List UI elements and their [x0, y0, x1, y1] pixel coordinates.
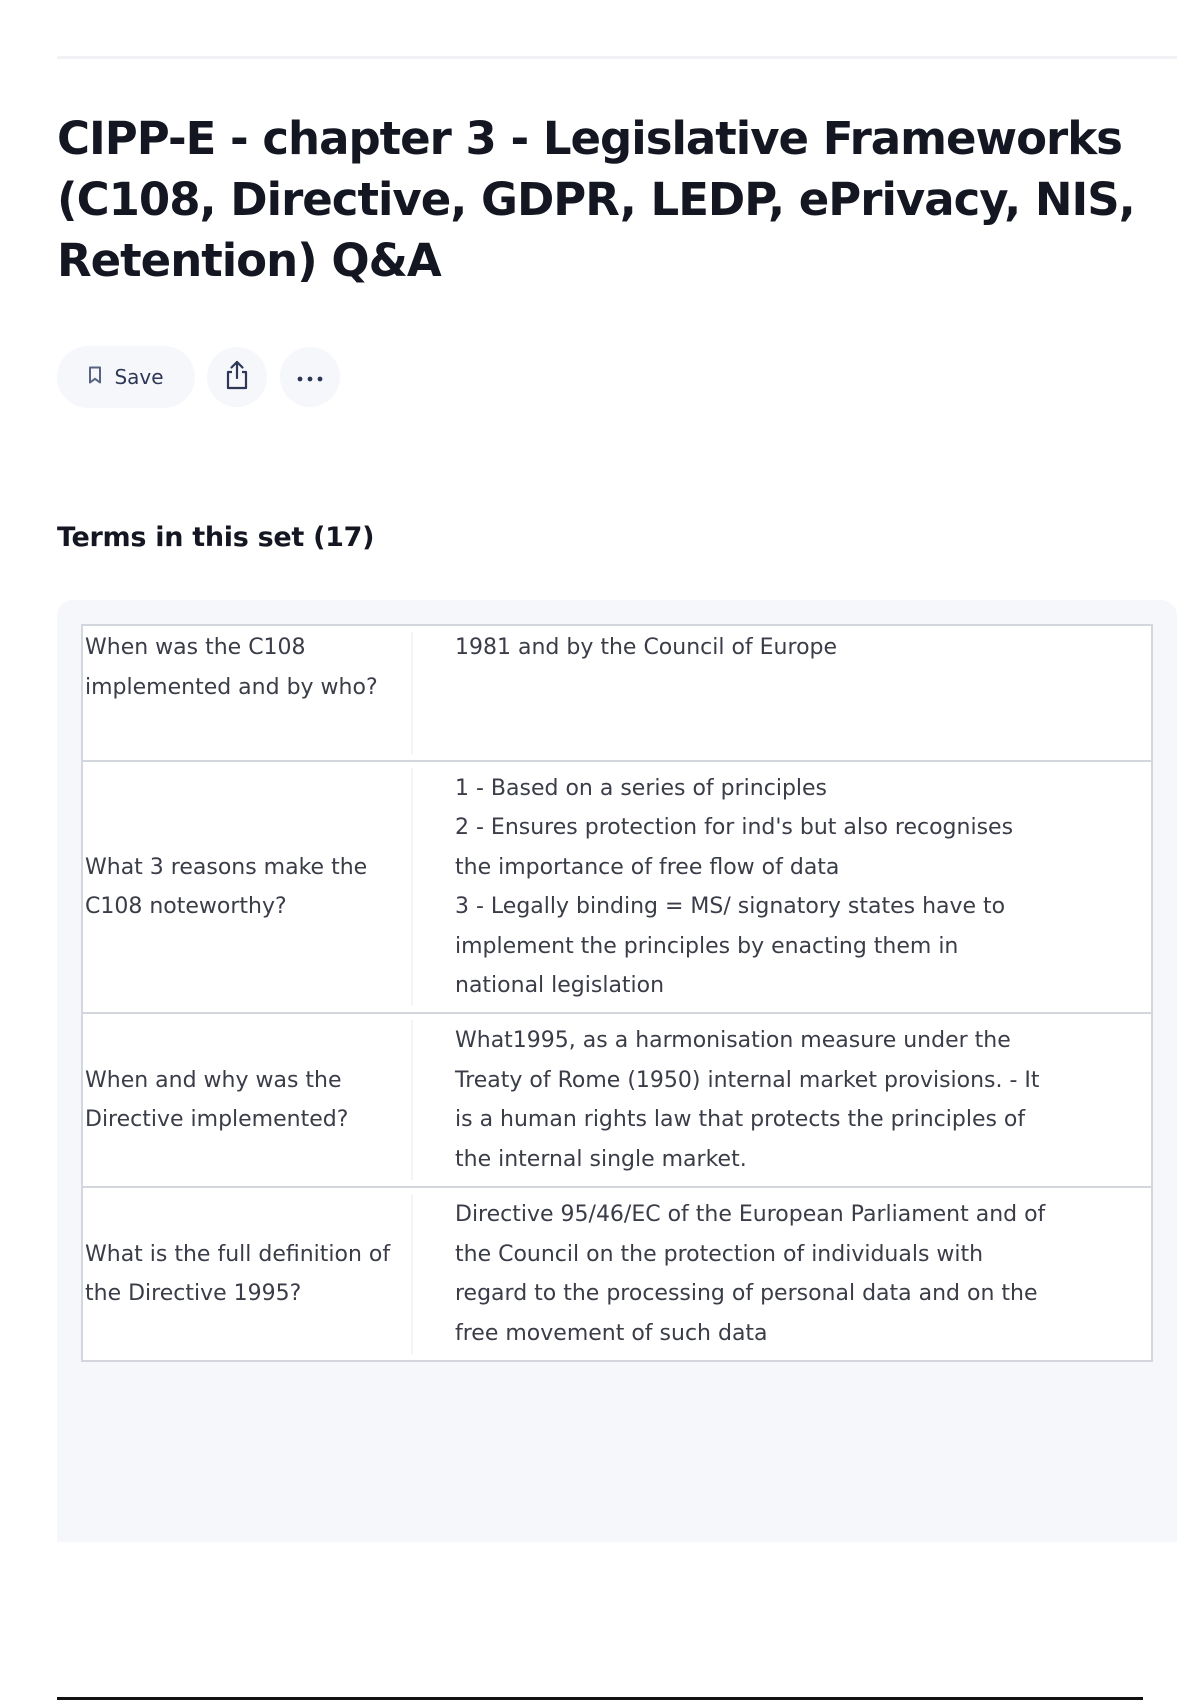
term-text: What 3 reasons make the C108 noteworthy?	[82, 761, 411, 1013]
page-title: CIPP-E - chapter 3 - Legislative Frameworks (C108, Directive, GDPR, LEDP, ePrivacy, NIS, Retention) Q&A	[57, 112, 1135, 287]
definition-line: What1995, as a harmonisation measure under the Treaty of Rome (1950) internal market provisions. - It is a human rights law that protects the principles of the internal single market.	[455, 1028, 1040, 1172]
terms-table	[81, 624, 1153, 1362]
definition-cell	[411, 1013, 1152, 1187]
definition-line: Directive 95/46/EC of the European Parliament and of the Council on the protection of individuals with regard to the processing of personal data and on the free movement of such data	[455, 1202, 1046, 1346]
term-row[interactable]	[82, 761, 1152, 1013]
share-icon	[224, 360, 250, 394]
top-divider	[57, 56, 1177, 59]
definition-line: 2 - Ensures protection for ind's but also recognises the importance of free flow of data	[455, 815, 1014, 880]
definition-cell	[411, 1187, 1152, 1361]
term-text: When was the C108 implemented and by who?	[82, 625, 411, 761]
terms-panel	[57, 600, 1177, 1542]
definition-cell	[411, 761, 1152, 1013]
definition-line: 1981 and by the Council of Europe	[455, 635, 838, 660]
term-text: When and why was the Directive implemented?	[82, 1013, 411, 1187]
action-bar	[57, 346, 340, 408]
term-row[interactable]	[82, 625, 1152, 761]
more-options-icon	[296, 368, 324, 387]
save-button[interactable]	[57, 346, 195, 408]
definition-line: 3 - Legally binding = MS/ signatory states have to implement the principles by enacting them in national legislation	[455, 894, 1006, 998]
definition-cell	[411, 625, 1152, 761]
more-options-button[interactable]	[280, 347, 340, 407]
term-row[interactable]	[82, 1013, 1152, 1187]
term-row[interactable]	[82, 1187, 1152, 1361]
save-label: Save	[114, 365, 164, 389]
share-button[interactable]	[207, 347, 267, 407]
term-text: What is the full definition of the Directive 1995?	[82, 1187, 411, 1361]
definition-line: 1 - Based on a series of principles	[455, 775, 828, 801]
bookmark-icon	[88, 366, 102, 388]
terms-heading: Terms in this set (17)	[57, 522, 375, 553]
